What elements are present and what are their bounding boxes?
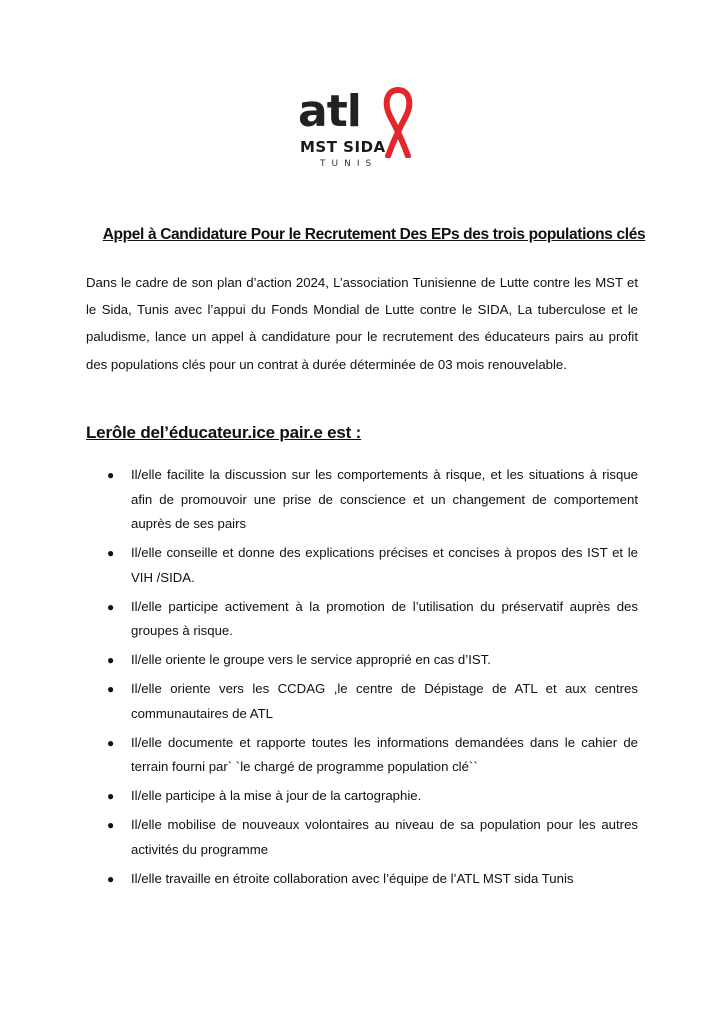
intro-paragraph: Dans le cadre de son plan d’action 2024, L’association Tunisienne de Lutte contre les MST et le Sida, Tunis avec l’appui du Fonds Mondial de Lutte contre le SIDA, La tuberculose et le paludisme, lance un appel à candidature pour le recrutement des éducateurs pairs au profit des populations clés pour un contrat à durée déterminée de 03 mois renouvelable. <box>86 275 638 372</box>
list-item-text: Il/elle facilite la discussion sur les comportements à risque, et les situations à risque afin de promouvoir une prise de conscience et un changement de comportement auprès de ses pairs <box>131 467 638 532</box>
list-item-text: Il/elle travaille en étroite collaboration avec l’équipe de l’ATL MST sida Tunis <box>131 871 574 887</box>
bullet-icon: ● <box>107 818 115 833</box>
list-item-text: Il/elle documente et rapporte toutes les informations demandées dans le cahier de terrain fourni par` `le chargé de programme population clé`` <box>131 734 638 775</box>
list-item-text: Il/elle participe à la mise à jour de la cartographie. <box>131 788 422 804</box>
list-item-text: Il/elle oriente le groupe vers le service approprié en cas d’IST. <box>131 652 491 668</box>
list-item-text: Il/elle oriente vers les CCDAG ,le centre de Dépistage de ATL et aux centres communautaires de ATL <box>131 681 638 721</box>
list-item-text: Il/elle conseille et donne des explications précises et concises à propos des IST et le VIH /SIDA. <box>131 545 638 585</box>
logo-subtitle: MST SIDA <box>300 138 386 156</box>
list-item <box>86 541 638 590</box>
atl-logo <box>298 86 428 176</box>
list-item <box>86 595 638 644</box>
bullet-icon: ● <box>107 789 115 804</box>
list-item <box>86 677 638 726</box>
list-item <box>86 648 638 673</box>
list-item-text: Il/elle mobilise de nouveaux volontaires au niveau de sa population pour les autres activités du programme <box>131 817 638 858</box>
bullet-icon: ● <box>107 599 115 614</box>
list-item <box>86 731 638 780</box>
bullet-icon: ● <box>107 735 115 750</box>
bullet-icon: ● <box>107 653 115 668</box>
document-title: Appel à Candidature Pour le Recrutement Des EPs des trois populations clés <box>102 226 646 243</box>
list-item <box>86 463 638 537</box>
list-item <box>86 867 638 892</box>
logo-city: TUNIS <box>320 159 378 169</box>
section-heading: Lerôle del’éducateur.ice pair.e est : <box>86 423 362 442</box>
logo-wordmark: atl <box>298 86 361 137</box>
bullet-icon: ● <box>107 546 115 561</box>
list-item <box>86 784 638 809</box>
bullet-icon: ● <box>107 872 115 887</box>
bullet-icon: ● <box>107 468 115 482</box>
bullet-icon: ● <box>107 682 115 697</box>
role-list <box>86 463 638 896</box>
list-item <box>86 813 638 862</box>
list-item-text: Il/elle participe activement à la promotion de l’utilisation du préservatif auprès des groupes à risque. <box>131 598 638 639</box>
